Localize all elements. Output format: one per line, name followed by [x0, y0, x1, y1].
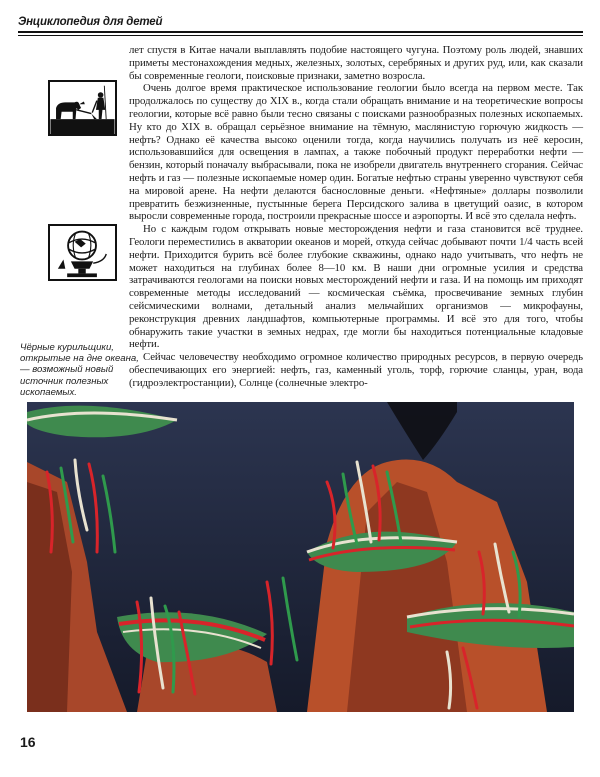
header-title: Энциклопедия для детей [18, 16, 163, 28]
header-rule-thin [18, 35, 583, 36]
body-text [129, 44, 583, 390]
black-smokers-illustration [27, 402, 574, 712]
paragraph: лет спустя в Китае начали выплавлять подобие настоящего чугуна. Поэтому роль людей, знавших приметы местонахождения медных, железных, золотых, серебряных и других руд, или, как сказали бы современные геологи, поисковые признаки, заметно возросла. [129, 44, 583, 82]
paragraph: Но с каждым годом открывать новые месторождения нефти и газа становится всё труднее. Геологи переместились в акватории океанов и морей, откуда сейчас добывают почти 1/4 часть всей нефти. Приходится бурить всё более глубокие скважины, однако надо учитывать, что нефть не может находиться на глубинах более 8—10 км. В наши дни огромные усилия и средства затрачиваются геологами на поиски новых месторождений нефти и газа. И на помощь им приходят современные методы исследований — космическая съёмка, просвечивание земных глубин сейсмическими волнами, детальный анализ мельчайших организмов — микрофауны, реконструкция древних ландшафтов, компьютерные программы. И всё это для того, чтобы обнаружить такие участки в земных недрах, где могли бы находиться потенциальные кладовые нефти. [129, 223, 583, 351]
header-rule [18, 31, 583, 33]
oil-lamp-globe-icon [48, 224, 117, 281]
figure-caption: Чёрные курильщики, открытые на дне океана, — возможный новый источник полезных ископаемых. [20, 342, 139, 398]
farmer-plowing-icon [48, 80, 117, 136]
running-header [18, 15, 583, 33]
page-number: 16 [20, 734, 36, 750]
paragraph: Очень долгое время практическое использование геологии было всегда на первом месте. Так продолжалось по существу до XIX в., когда стали обращать внимание и на теоретические вопросы геологии, которые всё равно были тесно связаны с поисками разнообразных полезных ископаемых. Ну кто до XIX в. обращал серьёзное внимание на тёмную, маслянистую горючую жидкость — нефть? Однако её качества высоко оценили тогда, когда научились получать из неё керосин, использовавшийся для освещения в лампах, а также побочный продукт переработки нефти — бензин, который поначалу выбрасывали, пока не изобрели двигатель внутреннего сгорания. Сейчас нефть и газ — полезные ископаемые номер один. Богатые нефтью страны уверенно чувствуют себя на мировой арене. На нефти делаются баснословные деньги. «Нефтяные» доллары позволили превратить безжизненные, пустынные берега Персидского залива в цветущий оазис, в котором выросли современные города, построили прекрасные шоссе и аэропорты. И всё это сделала нефть. [129, 82, 583, 223]
paragraph: Сейчас человечеству необходимо огромное количество природных ресурсов, в первую очередь обеспечивающих его энергией: нефть, газ, каменный уголь, торф, горючие сланцы, уран, вода (гидроэлектростанции), Солнце (солнечные электро- [129, 351, 583, 389]
